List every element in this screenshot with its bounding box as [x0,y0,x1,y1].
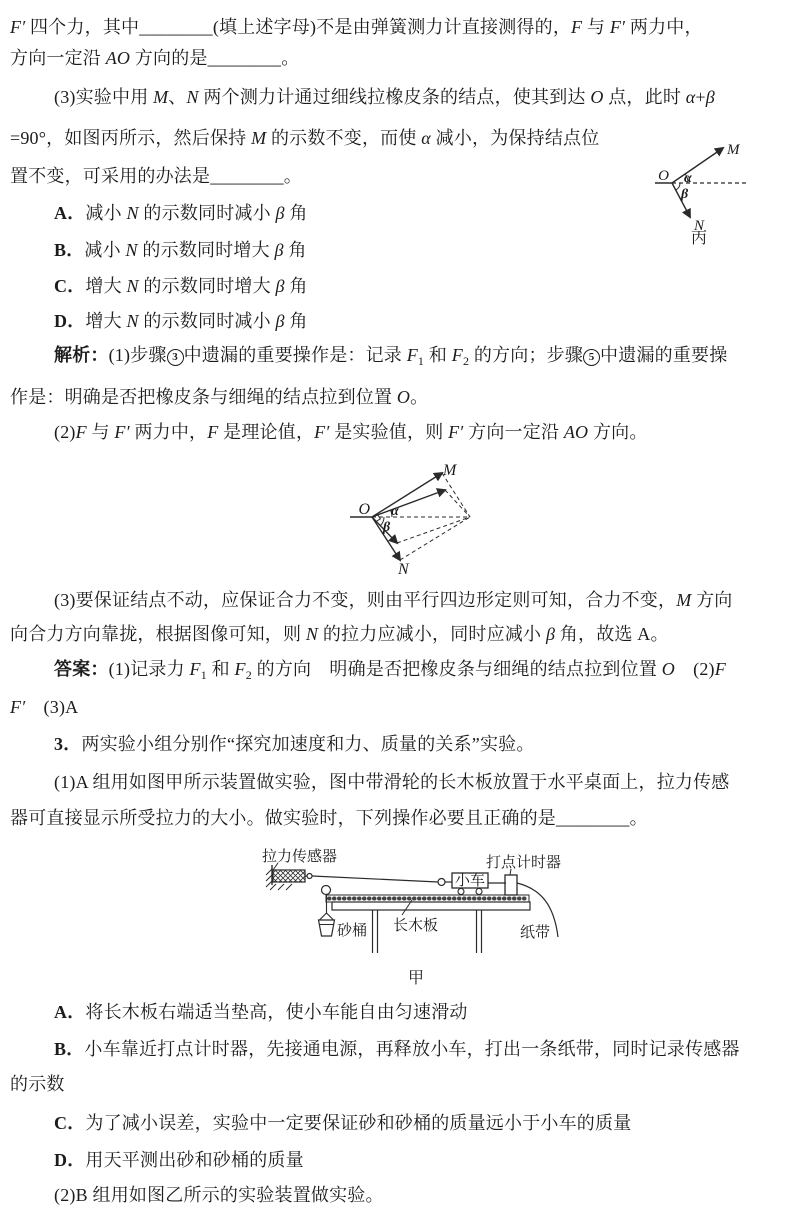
diagram-parallelogram [320,452,530,592]
label-beta: β [681,187,689,202]
q2-3-line-3: 置不变，可采用的办法是________。 [10,166,302,186]
analysis-line-3: (2)F 与 F′ 两力中，F 是理论值，F′ 是实验值，则 F′ 方向一定沿 AO 方向。 [54,422,648,442]
vector-m [672,148,723,183]
label-o: O [358,501,370,518]
q3-option-b-2: 的示数 [10,1074,65,1094]
label-timer: 打点计时器 [486,855,562,871]
cart-wheel-left [458,889,464,895]
label-paper-tape: 纸带 [520,925,551,941]
cart-wheel-right [476,889,482,895]
label-alpha: α [391,504,399,519]
parallelogram-side-4 [397,517,470,543]
stem-line-2: 方向一定沿 AO 方向的是________。 [10,48,300,68]
analysis-line-2: 作是：明确是否把橡皮条与细绳的结点拉到位置 O。 [10,387,429,407]
label-alpha: α [684,171,692,186]
parallelogram-side-2 [445,490,470,517]
q2-3-line-2: =90°，如图丙所示，然后保持 M 的示数不变，而使 α 减小，为保持结点位 [10,128,600,148]
label-force-sensor: 拉力传感器 [262,849,338,865]
beta-arc [676,183,680,190]
sand-bucket [319,920,335,936]
sensor-hook [307,874,312,879]
label-m: M [443,462,457,479]
label-n: N [398,561,409,578]
q2-3-line-1: (3)实验中用 M、N 两个测力计通过细线拉橡皮条的结点，使其到达 O 点，此时 α+β [54,87,715,107]
diagram-jia-apparatus [248,843,578,993]
label-m: M [727,142,740,158]
analysis-line-5: 向合力方向靠拢，根据图像可知，则 N 的拉力应减小，同时应减小 β 角，故选 A。 [10,624,669,644]
cart-hook [438,879,445,886]
label-board: 长木板 [393,918,439,934]
q3-header: 3．两实验小组分别作“探究加速度和力、质量的关系”实验。 [54,734,535,754]
analysis-line-4: (3)要保证结点不动，应保证合力不变，则由平行四边形定则可知，合力不变，M 方向 [54,590,733,610]
stem-line-1: F′ 四个力，其中________(填上述字母)不是由弹簧测力计直接测得的，F 与 F′ 两力中， [10,17,703,37]
label-bucket: 砂桶 [337,923,368,939]
caption-jia: 甲 [407,970,425,987]
answer-line-1: 答案：(1)记录力 $F_1$ 和 $F_2$ 的方向 明确是否把橡皮条与细绳的结点拉到位置 O (2)F [54,659,726,682]
q3-1-line-2: 器可直接显示所受拉力的大小。做实验时，下列操作必要且正确的是________。 [10,808,648,828]
long-board [332,902,530,910]
parallelogram-side-1 [442,473,470,517]
q3-option-c: C．为了减小误差，实验中一定要保证砂和砂桶的质量远小于小车的质量 [54,1113,632,1133]
pulley [322,886,331,895]
q3-2-line: (2)B 组用如图乙所示的实验装置做实验。 [54,1185,384,1205]
q3-option-a: A．将长木板右端适当垫高，使小车能自由匀速滑动 [54,1002,468,1022]
ticker-timer [505,875,517,895]
answer-line-2: F′ (3)A [10,697,79,717]
q3-option-d: D．用天平测出砂和砂桶的质量 [54,1150,304,1170]
force-sensor-body [273,870,305,882]
q3-1-line-1: (1)A 组用如图甲所示装置做实验，图中带滑轮的长木板放置于水平桌面上，拉力传感 [54,772,730,792]
caption-bing: 丙 [691,230,708,247]
bucket-handle [320,913,334,920]
diagram-bing-force-angles [648,138,763,250]
option-a: A．减小 N 的示数同时减小 β 角 [54,203,308,223]
analysis-line-1: 解析：(1)步骤 3 中遗漏的重要操作是：记录 $F_1$ 和 $F_2$ 的方向；步骤 5 中遗漏的重要操 [54,345,728,368]
q3-option-b: B．小车靠近打点计时器，先接通电源，再释放小车，打出一条纸带，同时记录传感器 [54,1039,740,1059]
label-beta: β [383,520,391,535]
option-c: C．增大 N 的示数同时增大 β 角 [54,276,308,296]
option-b: B．减小 N 的示数同时增大 β 角 [54,240,307,260]
label-o: O [658,168,669,184]
option-d: D．增大 N 的示数同时减小 β 角 [54,311,308,331]
label-cart: 小车 [454,873,486,889]
label-n: N [694,218,705,234]
sensor-string [312,876,438,882]
